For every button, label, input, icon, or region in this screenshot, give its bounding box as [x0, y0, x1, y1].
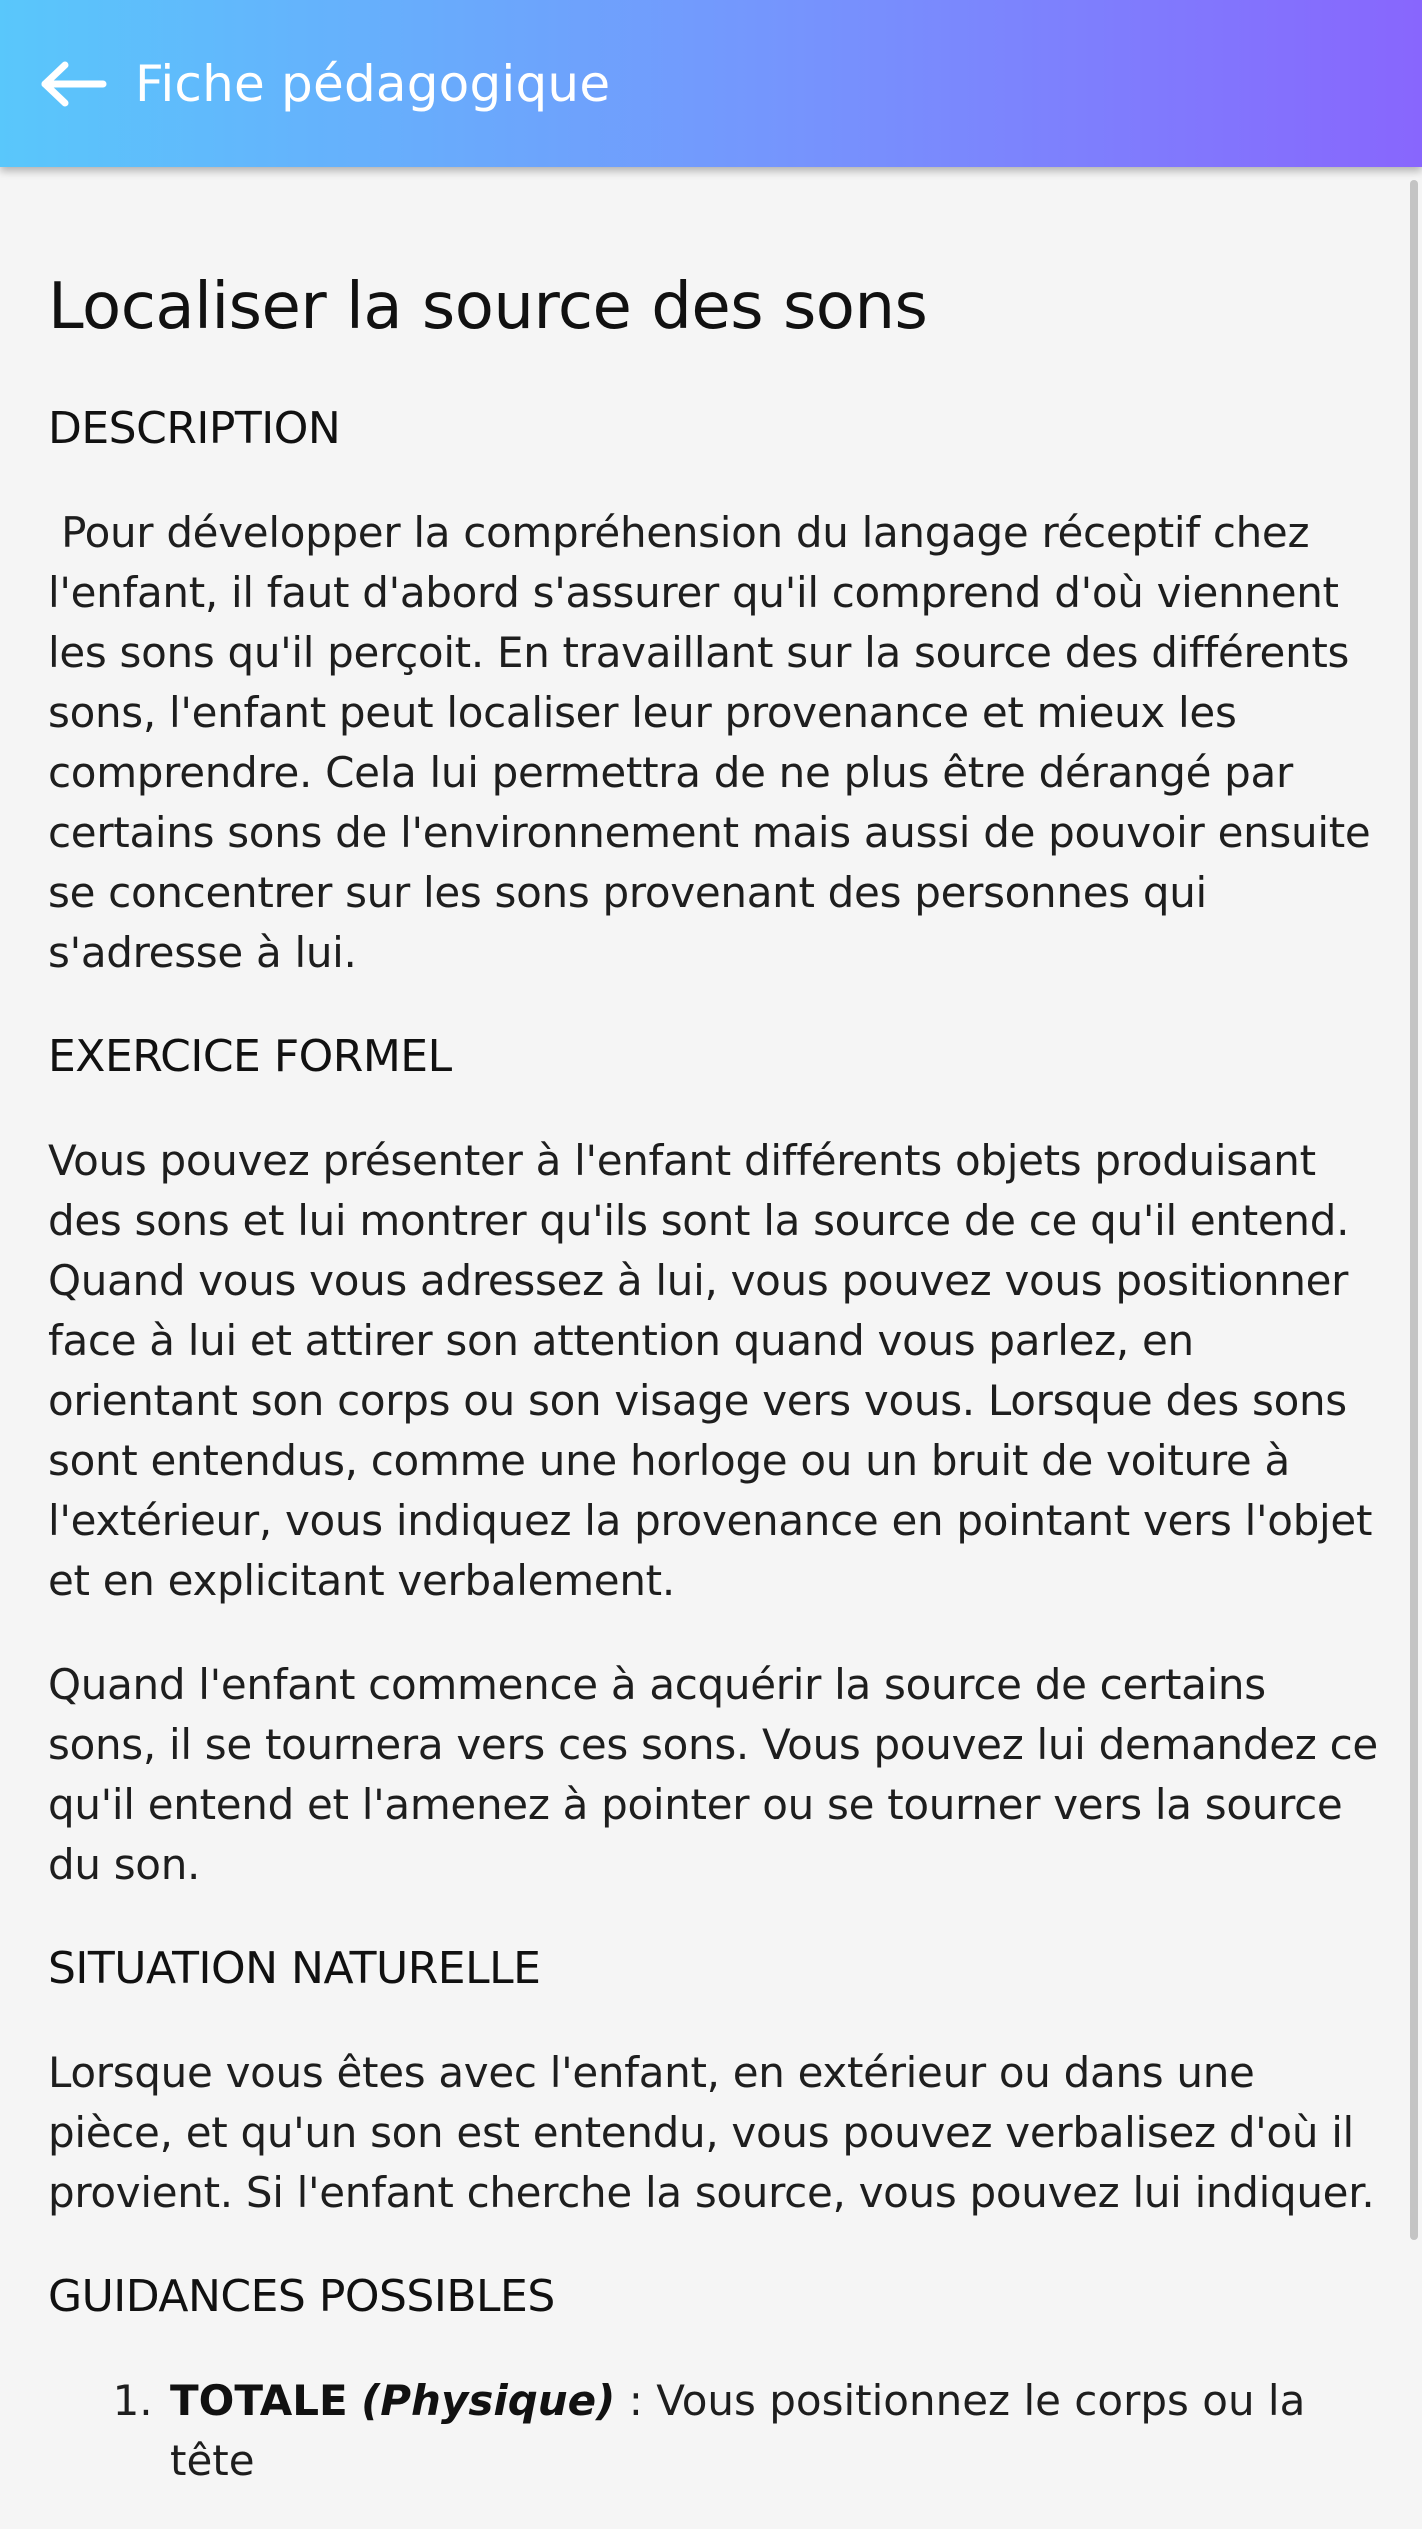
section-heading-situation: SITUATION NATURELLE [48, 1943, 541, 1994]
list-item [166, 2371, 1378, 2491]
app-bar [0, 0, 1422, 167]
guidance-type: (Physique) [361, 2376, 616, 2425]
description-text: Pour développer la compréhension du langage réceptif chez l'enfant, il faut d'abord s'assurer qu'il comprend d'où viennent les sons qu'il perçoit. En travaillant sur la source des différents sons, l'enfant peut localiser leur provenance et mieux les comprendre. Cela lui permettra de ne plus être dérangé par certains sons de l'environnement mais aussi de pouvoir ensuite se concentrer sur les sons provenant des personnes qui s'adresse à lui. [48, 508, 1384, 977]
arrow-left-icon [41, 61, 107, 107]
guidances-list [48, 2371, 1378, 2491]
back-button[interactable] [33, 43, 115, 125]
situation-text: Lorsque vous êtes avec l'enfant, en extérieur ou dans une pièce, et qu'un son est entendu, vous pouvez verbalisez d'où il provient. Si l'enfant cherche la source, vous pouvez lui indiquer. [48, 2048, 1375, 2217]
section-heading-exercice: EXERCICE FORMEL [48, 1031, 452, 1082]
section-heading-description: DESCRIPTION [48, 403, 341, 454]
guidance-separator: : [615, 2376, 657, 2425]
guidance-text: Vous positionnez le corps ou la tête [170, 2376, 1306, 2485]
scrollbar[interactable] [1410, 180, 1418, 2240]
exercice-paragraph-2: Quand l'enfant commence à acquérir la source de certains sons, il se tournera vers ces sons. Vous pouvez lui demandez ce qu'il entend et l'amenez à pointer ou se tourner vers la source du son. [48, 1660, 1378, 1889]
guidance-label: TOTALE [170, 2376, 348, 2425]
page-title: Localiser la source des sons [48, 270, 928, 344]
exercice-paragraph-1: Vous pouvez présenter à l'enfant différents objets produisant des sons et lui montrer qu'ils sont la source de ce qu'il entend. Quand vous vous adressez à lui, vous pouvez vous positionner face à lui et attirer son attention quand vous parlez, en orientant son corps ou son visage vers vous. Lorsque des sons sont entendus, comme une horloge ou un bruit de voiture à l'extérieur, vous indiquez la provenance en pointant vers l'objet et en explicitant verbalement. [48, 1136, 1373, 1605]
section-heading-guidances: GUIDANCES POSSIBLES [48, 2271, 555, 2322]
fiche-content [48, 167, 1384, 2491]
app-bar-title: Fiche pédagogique [135, 54, 611, 113]
